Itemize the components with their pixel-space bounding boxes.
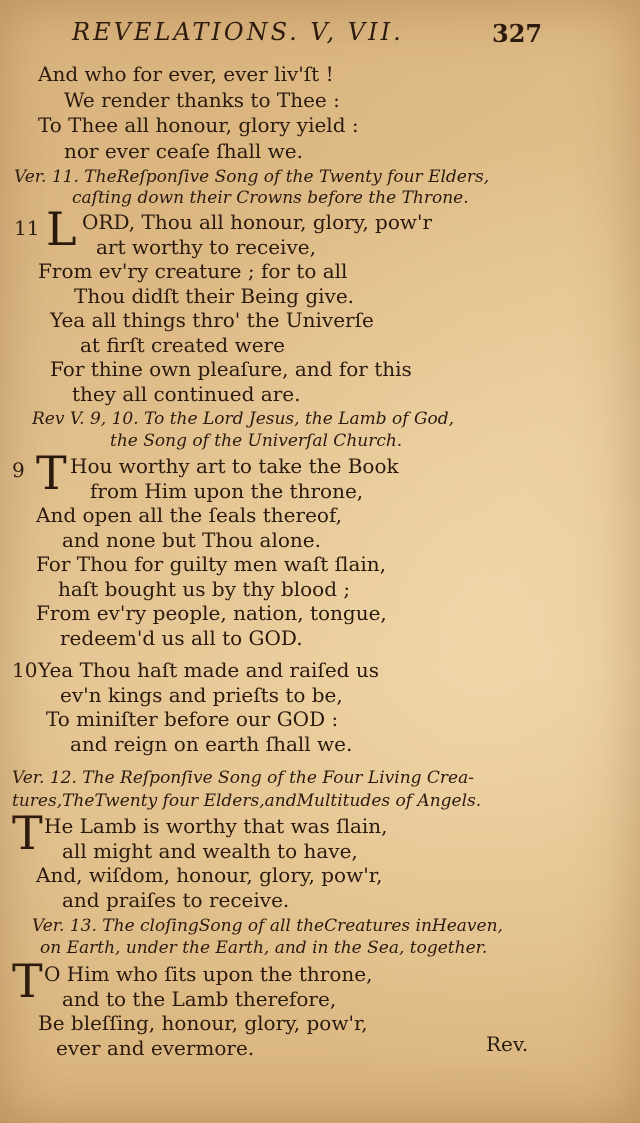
hymn-line: From ev'ry creature ; for to all: [38, 259, 348, 283]
hymn-line: From ev'ry people, nation, tongue,: [36, 601, 387, 625]
section-heading: caſting down their Crowns before the Throne.: [72, 188, 469, 208]
hymn-line: and none but Thou alone.: [62, 528, 321, 552]
hymn-line: Be bleſſing, honour, glory, pow'r,: [38, 1011, 368, 1035]
section-heading: Ver. 12. The Reſponſive Song of the Four Living Crea-: [12, 768, 474, 788]
hymn-line: For Thou for guilty men waſt ſlain,: [36, 552, 387, 576]
section-heading: the Song of the Univerſal Church.: [110, 431, 403, 451]
hymn-line: And, wiſdom, honour, glory, pow'r,: [36, 863, 383, 887]
verse-number: 9: [12, 458, 25, 482]
hymn-line: they all continued are.: [72, 382, 301, 406]
hymn-line: Yea Thou haſt made and raiſed us: [38, 658, 379, 682]
section-heading: Rev V. 9, 10. To the Lord Jesus, the Lamb of God,: [32, 409, 455, 429]
catchword: Rev.: [486, 1032, 529, 1056]
hymn-line: For thine own pleaſure, and for this: [50, 357, 412, 381]
section-heading: Ver. 13. The cloſingSong of all theCreatures inHeaven,: [32, 916, 503, 936]
section-heading: tures,TheTwenty four Elders,andMultitudes of Angels.: [12, 791, 482, 811]
hymn-line: all might and wealth to have,: [62, 839, 358, 863]
hymn-line: O Him who ſits upon the throne,: [44, 962, 373, 986]
hymn-line: We render thanks to Thee :: [64, 88, 340, 112]
hymn-line: redeem'd us all to GOD.: [60, 626, 303, 650]
section-heading: Ver. 11. TheReſponſive Song of the Twenty four Elders,: [14, 167, 490, 187]
hymn-line: at firſt created were: [80, 333, 285, 357]
hymn-line: And who for ever, ever liv'ſt !: [38, 62, 334, 86]
verse-number: 10: [12, 658, 38, 682]
hymn-line: He Lamb is worthy that was ſlain,: [44, 814, 388, 838]
page-number: 327: [492, 19, 543, 48]
hymn-line: from Him upon the throne,: [90, 479, 364, 503]
hymn-line: ever and evermore.: [56, 1036, 255, 1060]
hymn-line: Thou didſt their Being give.: [74, 284, 355, 308]
verse-number: 11: [14, 216, 40, 240]
drop-cap: T: [12, 806, 43, 860]
drop-cap: T: [12, 954, 43, 1008]
hymn-line: art worthy to receive,: [96, 235, 316, 259]
hymn-line: ORD, Thou all honour, glory, pow'r: [82, 210, 433, 234]
hymn-line: and praiſes to receive.: [62, 888, 290, 912]
hymn-line: nor ever ceaſe ſhall we.: [64, 139, 303, 163]
hymn-line: Yea all things thro' the Univerſe: [50, 308, 374, 332]
section-heading: on Earth, under the Earth, and in the Sea, together.: [40, 938, 488, 958]
hymn-line: To Thee all honour, glory yield :: [38, 113, 359, 137]
hymn-line: and to the Lamb therefore,: [62, 987, 337, 1011]
hymn-line: Hou worthy art to take the Book: [70, 454, 399, 478]
drop-cap: L: [46, 202, 77, 256]
hymn-line: haſt bought us by thy blood ;: [58, 577, 351, 601]
drop-cap: T: [36, 446, 67, 500]
hymn-line: To miniſter before our GOD :: [46, 707, 339, 731]
hymn-line: ev'n kings and prieſts to be,: [60, 683, 343, 707]
running-title: REVELATIONS. V, VII.: [72, 18, 404, 46]
hymn-line: and reign on earth ſhall we.: [70, 732, 353, 756]
hymn-line: And open all the ſeals thereof,: [36, 503, 343, 527]
